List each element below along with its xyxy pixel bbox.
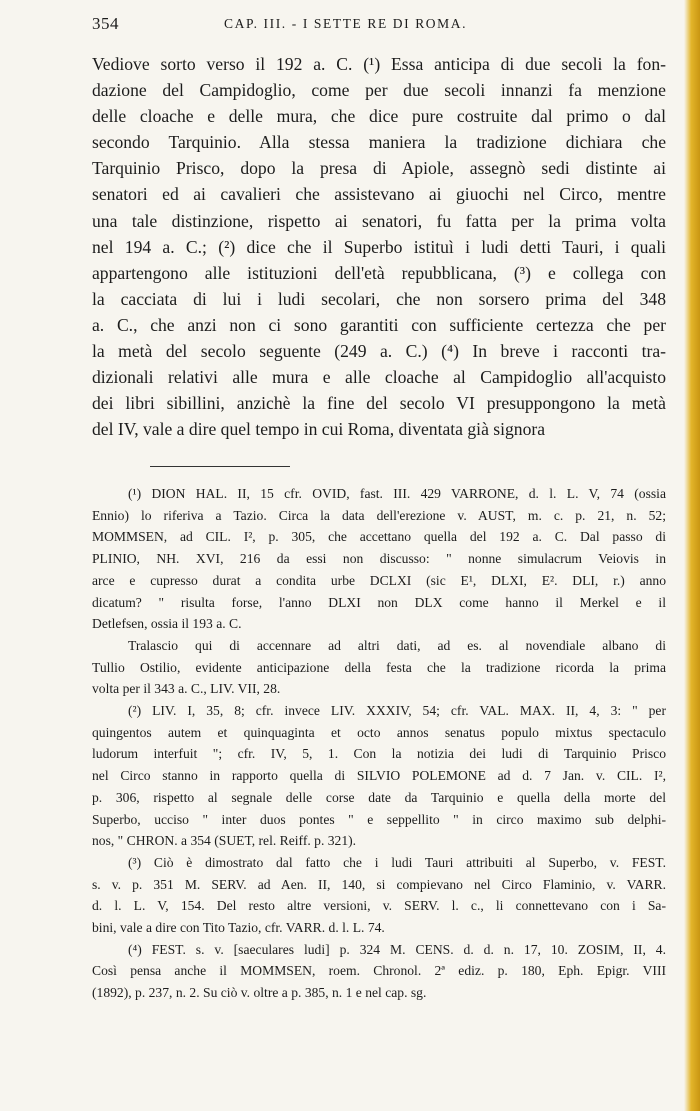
footnote-line: (¹) DION HAL. II, 15 cfr. OVID, fast. III. 429 VARRONE, d. l. L. V, 74 (ossia xyxy=(128,486,666,501)
body-line: dazione del Campidoglio, come per due secoli innanzi fa menzione xyxy=(92,80,666,101)
body-line: Vediove sorto verso il 192 a. C. (¹) Essa anticipa di due secoli la fon- xyxy=(92,54,666,74)
footnote-line: (⁴) FEST. s. v. [saeculares ludi] p. 324 M. CENS. d. d. n. 17, 10. ZOSIM, II, 4. xyxy=(128,941,666,957)
body-line: dizionali relativi alle mura e alle cloache al Campidoglio all'acquisto xyxy=(92,367,666,388)
footnote-line: nel Circo stanno in rapporto quella di SILVIO POLEMONE ad d. 7 Jan. v. CIL. I², xyxy=(92,768,666,784)
body-line: la metà del secolo seguente (249 a. C.) (⁴) In breve i racconti tra- xyxy=(92,341,666,362)
footnote-line: PLINIO, NH. XVI, 216 da essi non discusso: " nonne simulacrum Veiovis in xyxy=(92,551,666,567)
body-line: dei libri sibillini, anzichè la fine del secolo VI presuppongono la metà xyxy=(92,393,666,414)
footnote-line: Così pensa anche il MOMMSEN, roem. Chronol. 2ª ediz. p. 180, Eph. Epigr. VIII xyxy=(92,963,666,979)
body-line: nel 194 a. C.; (²) dice che il Superbo istituì i ludi detti Tauri, i quali xyxy=(92,236,666,257)
body-text xyxy=(92,51,666,442)
chapter-title: CAP. III. - I SETTE RE DI ROMA. xyxy=(224,16,468,31)
footnote-line: (³) Ciò è dimostrato dal fatto che i ludi Tauri attribuiti al Superbo, v. FEST. xyxy=(128,854,666,870)
body-line: Tarquinio Prisco, dopo la presa di Apiole, assegnò sedi distinte ai xyxy=(92,158,666,179)
footnote-line: Superbo, ucciso " inter duos pontes " e seppellito " in circo maximo sub delphi- xyxy=(92,811,666,827)
body-line: una tale distinzione, rispetto ai senatori, fu fatta per la prima volta xyxy=(92,210,666,231)
body-line: appartengono alle istituzioni dell'età repubblicana, (³) e collega con xyxy=(92,262,666,283)
footnote-line: ludorum interfuit "; cfr. IV, 5, 1. Con la notizia dei ludi di Tarquinio Prisco xyxy=(92,746,666,762)
footnote-line: Ennio) lo riferiva a Tazio. Circa la data dell'erezione v. AUST, m. c. p. 21, n. 52; xyxy=(92,507,666,523)
footnote-line: quingentos autem et quinquaginta et octo annos senatus populo mixtus spectaculo xyxy=(92,724,666,740)
footnote-line: MOMMSEN, ad CIL. I², p. 305, che accettano quella del 192 a. C. Dal passo di xyxy=(92,529,666,545)
footnote-line: nos, " CHRON. a 354 (SUET, rel. Reiff. p. 321). xyxy=(92,833,357,849)
footnote-line: bini, vale a dire con Tito Tazio, cfr. VARR. d. l. L. 74. xyxy=(92,920,385,936)
body-line: a. C., che anzi non ci sono garantiti con sufficiente certezza che per xyxy=(92,314,666,335)
body-line: senatori ed ai cavalieri che assistevano ai giuochi nel Circo, mentre xyxy=(92,184,666,205)
footnotes xyxy=(92,483,666,1004)
footnote-line: Tullio Ostilio, evidente anticipazione della festa che la tradizione ricorda la prima xyxy=(92,659,666,675)
body-line: secondo Tarquinio. Alla stessa maniera la tradizione dichiara che xyxy=(92,132,666,153)
page-number: 354 xyxy=(92,14,119,33)
running-header xyxy=(92,14,670,38)
footnote-line: p. 306, rispetto al segnale delle corse date da Tarquinio e quella della morte del xyxy=(92,789,666,805)
body-line: del IV, vale a dire quel tempo in cui Roma, diventata già signora xyxy=(92,419,546,440)
page-edge xyxy=(684,0,700,1111)
body-line: delle cloache e delle mura, che dice pure costruite dal primo o dal xyxy=(92,106,666,127)
footnote-line: Detlefsen, ossia il 193 a. C. xyxy=(92,616,242,632)
footnote-line: Tralascio qui di accennare ad altri dati, ad es. al novendiale albano di xyxy=(128,637,666,653)
footnote-line: s. v. p. 351 M. SERV. ad Aen. II, 140, si compievano nel Circo Flaminio, v. VARR. xyxy=(92,876,666,892)
footnote-line: volta per il 343 a. C., LIV. VII, 28. xyxy=(92,681,281,697)
body-line: la cacciata di lui i ludi secolari, che non sorsero prima del 348 xyxy=(92,288,666,309)
footnote-line: (²) LIV. I, 35, 8; cfr. invece LIV. XXXIV, 54; cfr. VAL. MAX. II, 4, 3: " per xyxy=(128,703,666,719)
footnote-separator xyxy=(150,466,290,467)
footnote-line: d. l. L. V, 154. Del resto altre versioni, v. SERV. l. c., li connettevano con i Sa- xyxy=(92,898,666,914)
footnote-line: (1892), p. 237, n. 2. Su ciò v. oltre a p. 385, n. 1 e nel cap. sg. xyxy=(92,985,427,1001)
footnote-line: dicatum? " risulta forse, l'anno DLXI non DLX come hanno il Merkel e il xyxy=(92,594,666,610)
footnote-line: arce e cupresso durat a condita urbe DCLXI (sic E¹, DLXI, E². DLI, r.) anno xyxy=(92,572,666,588)
